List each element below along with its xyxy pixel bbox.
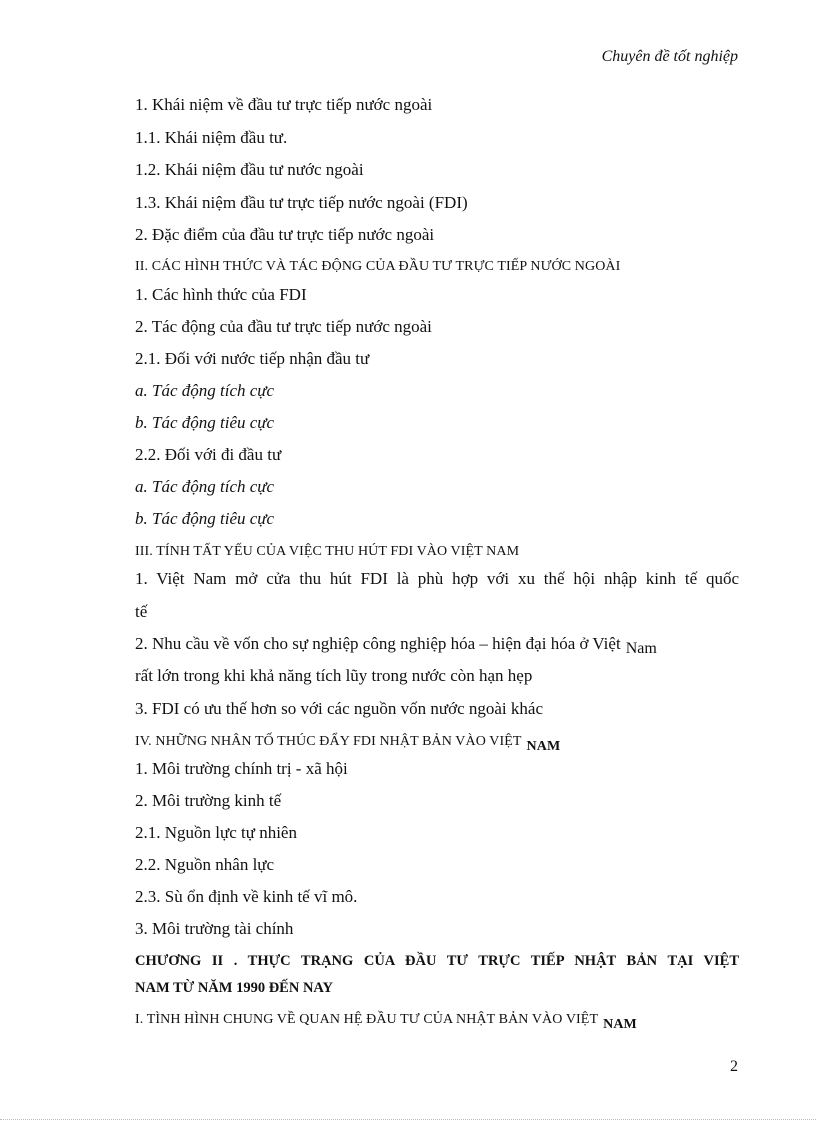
toc-line: 1. Việt Nam mở cửa thu hút FDI là phù hợp với xu thế hội nhập kinh tế quốc <box>135 569 739 588</box>
toc-line-text: 2. Nhu cầu về vốn cho sự nghiệp công nghiệp hóa – hiện đại hóa ở Việt <box>135 634 621 653</box>
toc-line-text: IV. NHỮNG NHÂN TỐ THÚC ĐẨY FDI NHẬT BẢN VÀO VIỆT <box>135 734 522 749</box>
toc-line-tail: Nam <box>625 640 657 657</box>
toc-line: b. Tác động tiêu cực <box>135 509 275 528</box>
toc-line: 1. Các hình thức của FDI <box>135 285 307 304</box>
toc-section-heading: III. TÍNH TẤT YẾU CỦA VIỆC THU HÚT FDI VÀO VIỆT NAM <box>135 544 520 559</box>
toc-line: a. Tác động tích cực <box>135 477 275 496</box>
toc-line: 2.3. Sù ổn định về kinh tế vĩ mô. <box>135 887 358 906</box>
page-header: Chuyên đề tốt nghiệp <box>601 48 738 65</box>
toc-line: 2.1. Nguồn lực tự nhiên <box>135 823 297 842</box>
toc-line: 1.1. Khái niệm đầu tư. <box>135 128 288 147</box>
toc-section-heading: II. CÁC HÌNH THỨC VÀ TÁC ĐỘNG CỦA ĐẦU TƯ TRỰC TIẾP NƯỚC NGOÀI <box>135 259 621 274</box>
toc-section-heading <box>135 732 560 752</box>
toc-line: 2. Đặc điểm của đầu tư trực tiếp nước ngoài <box>135 225 435 244</box>
toc-line: 1. Khái niệm về đầu tư trực tiếp nước ngoài <box>135 95 433 114</box>
toc-line: 2.2. Nguồn nhân lực <box>135 855 275 874</box>
toc-section-heading <box>135 1010 637 1030</box>
toc-line <box>135 634 657 655</box>
toc-line: 2. Môi trường kinh tế <box>135 791 282 810</box>
toc-line: 1.2. Khái niệm đầu tư nước ngoài <box>135 160 364 179</box>
toc-line: 2. Tác động của đầu tư trực tiếp nước ngoài <box>135 317 432 336</box>
toc-chapter-heading: NAM TỪ NĂM 1990 ĐẾN NAY <box>135 980 334 996</box>
toc-line-tail: NAM <box>603 1017 637 1032</box>
page-number: 2 <box>730 1058 738 1075</box>
toc-chapter-heading: CHƯƠNG II . THỰC TRẠNG CỦA ĐẦU TƯ TRỰC TIẾP NHẬT BẢN TẠI VIỆT <box>135 953 739 969</box>
toc-line: 3. FDI có ưu thế hơn so với các nguồn vốn nước ngoài khác <box>135 699 543 718</box>
toc-line: rất lớn trong khi khả năng tích lũy trong nước còn hạn hẹp <box>135 666 533 685</box>
toc-line: 1. Môi trường chính trị - xã hội <box>135 759 348 778</box>
toc-line-text: I. TÌNH HÌNH CHUNG VỀ QUAN HỆ ĐẦU TƯ CỦA NHẬT BẢN VÀO VIỆT <box>135 1012 599 1027</box>
toc-line: b. Tác động tiêu cực <box>135 413 275 432</box>
page-divider <box>0 1119 816 1120</box>
toc-line: a. Tác động tích cực <box>135 381 275 400</box>
toc-line: 2.1. Đối với nước tiếp nhận đầu tư <box>135 349 370 368</box>
toc-line: 3. Môi trường tài chính <box>135 919 294 938</box>
toc-line-tail: NAM <box>526 739 561 754</box>
toc-line: tế <box>135 602 148 621</box>
toc-line: 1.3. Khái niệm đầu tư trực tiếp nước ngoài (FDI) <box>135 193 468 212</box>
toc-line: 2.2. Đối với đi đầu tư <box>135 445 282 464</box>
